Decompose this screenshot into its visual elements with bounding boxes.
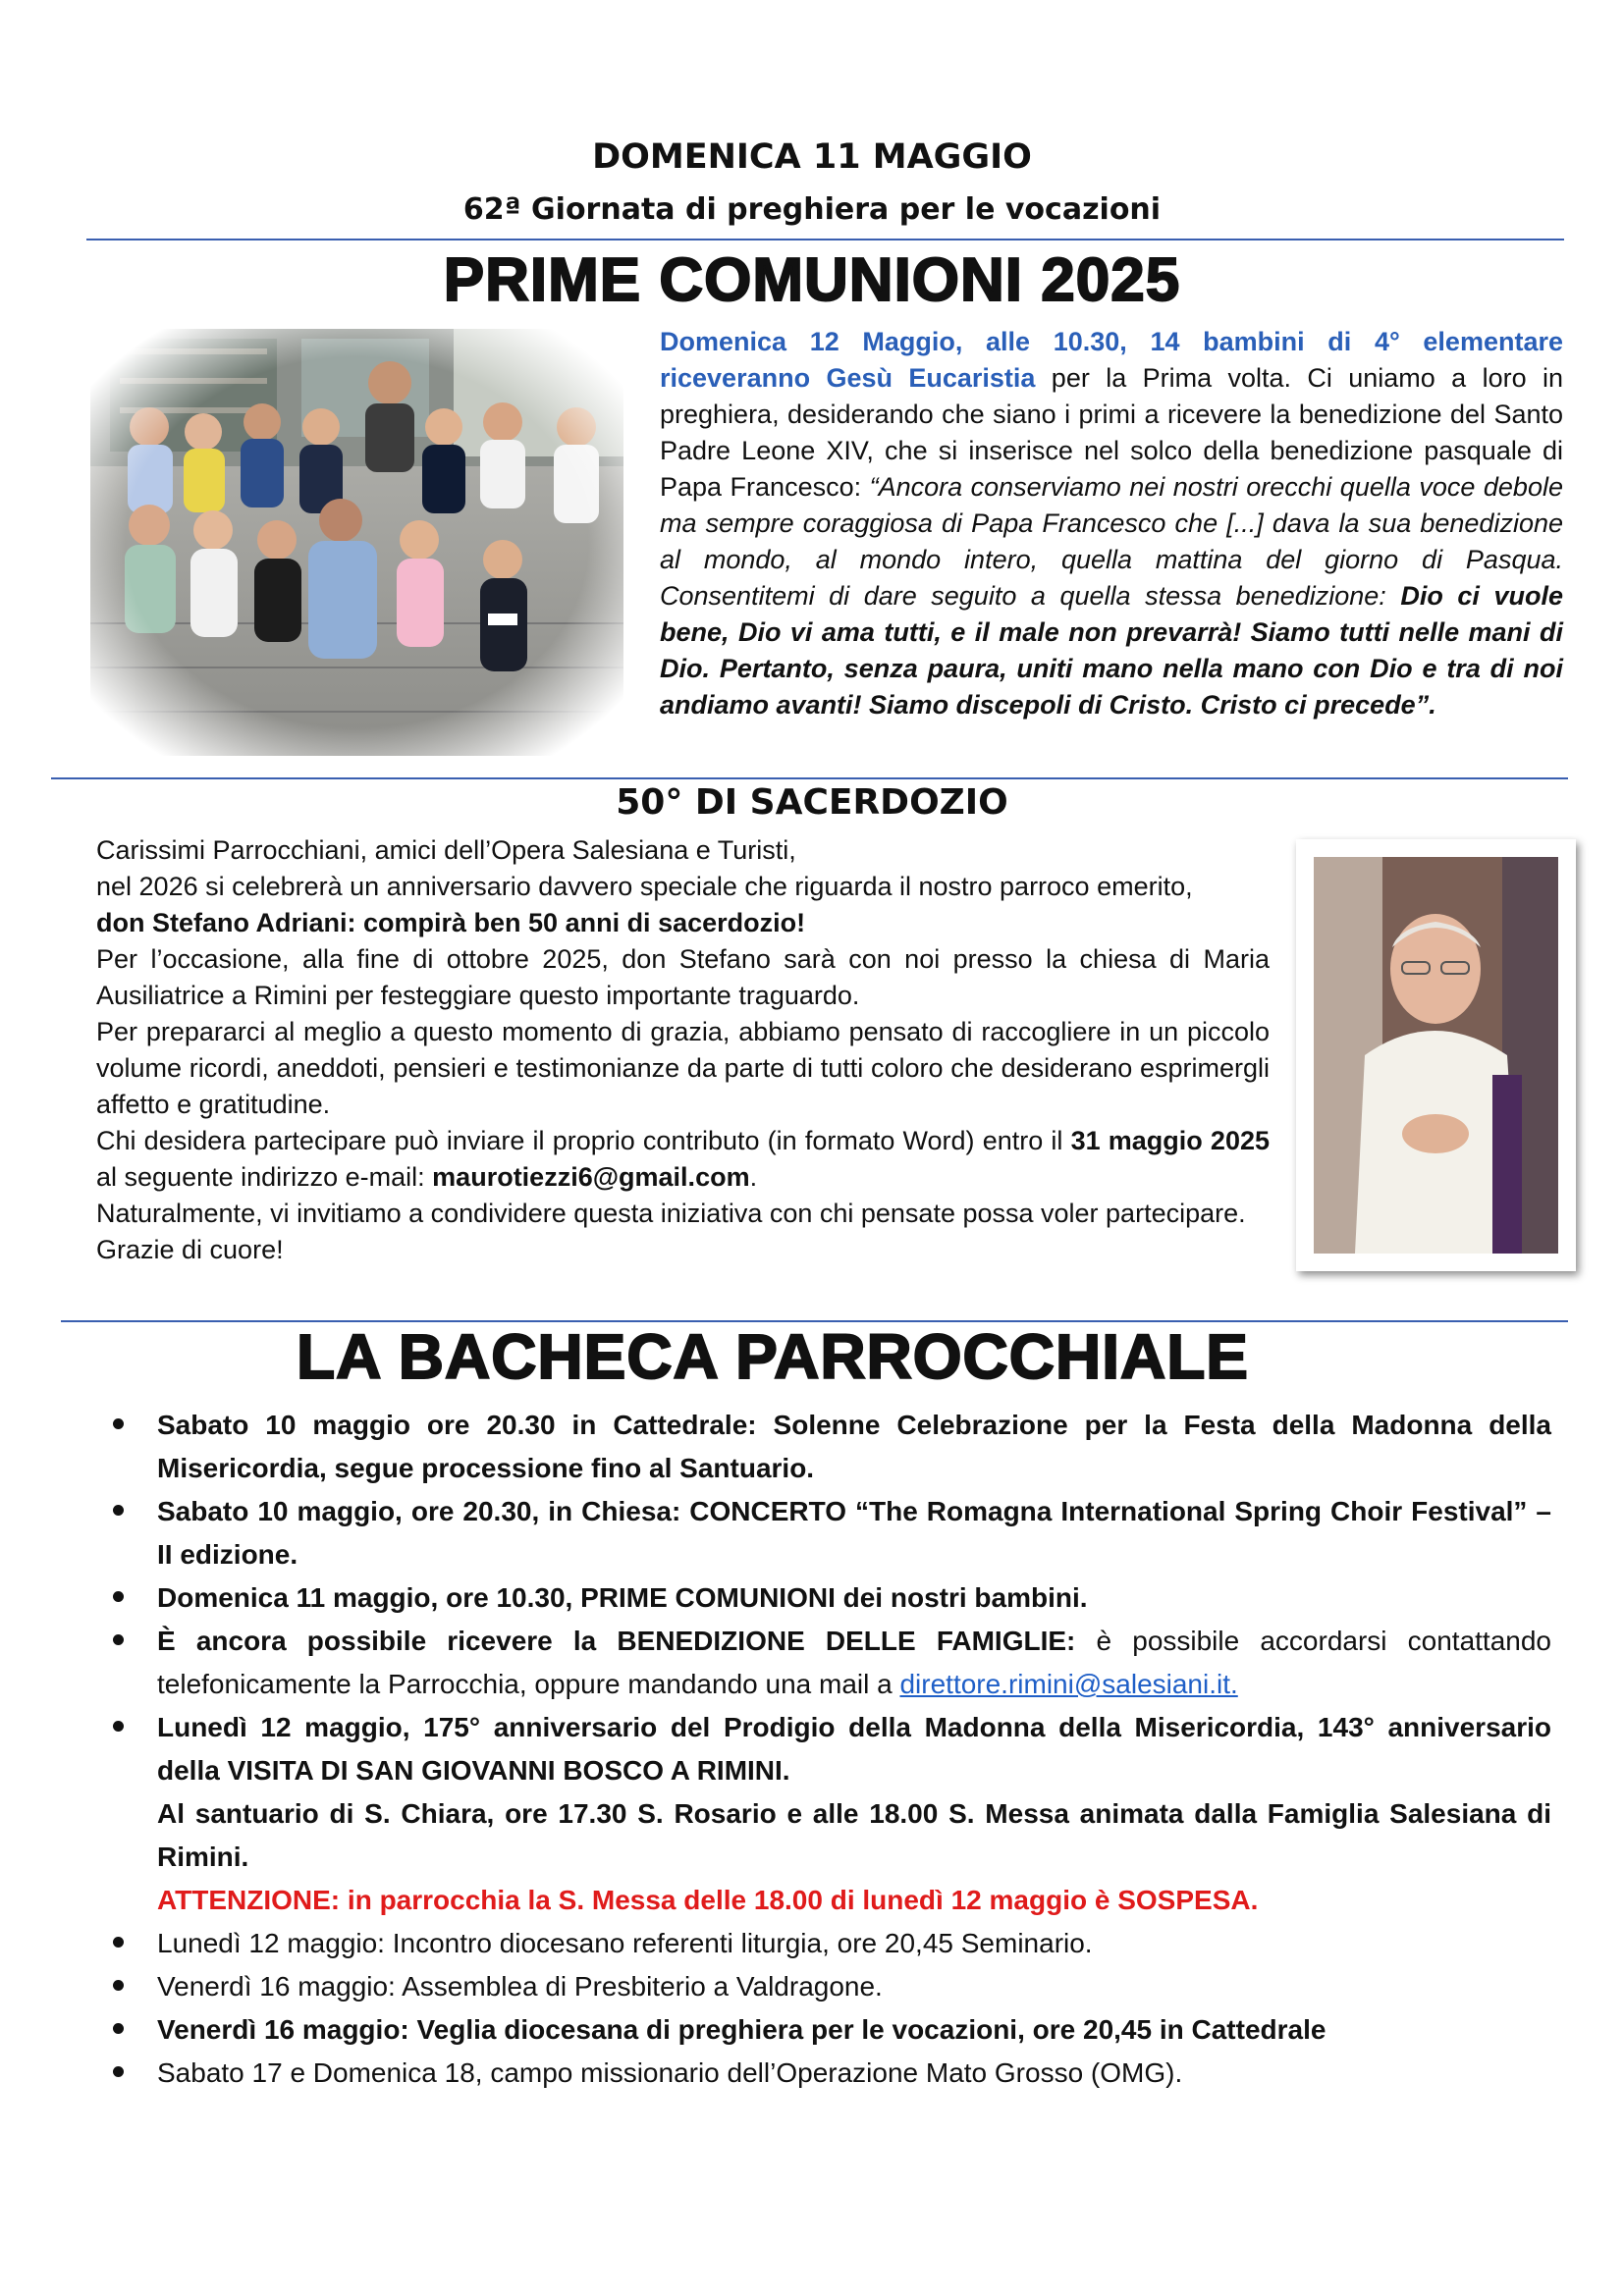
priesthood-text [96, 832, 1270, 1268]
priesthood-paragraph: Naturalmente, vi invitiamo a condividere questa iniziativa con chi pensate possa voler partecipare. [96, 1199, 1246, 1228]
notice-item [157, 1922, 1551, 1965]
contact-email[interactable]: maurotiezzi6@gmail.com [432, 1162, 750, 1192]
notice-text: Sabato 10 maggio, ore 20.30, in Chiesa: CONCERTO “The Romagna International Spring Choir Festival” – II edizione. [157, 1496, 1551, 1570]
notice-item [157, 1576, 1551, 1620]
deadline: 31 maggio 2025 [1070, 1126, 1270, 1155]
email-link[interactable]: direttore.rimini@salesiani.it. [899, 1669, 1238, 1699]
notice-text: Venerdì 16 maggio: Veglia diocesana di preghiera per le vocazioni, ore 20,45 in Cattedrale [157, 2014, 1326, 2045]
text-span: . [749, 1162, 758, 1192]
notice-text: Sabato 10 maggio ore 20.30 in Cattedrale: Solenne Celebrazione per la Festa della Madonna della Misericordia, segue processione fino al Santuario. [157, 1410, 1551, 1483]
notice-text: Lunedì 12 maggio: Incontro diocesano referenti liturgia, ore 20,45 Seminario. [157, 1928, 1093, 1958]
section-title-first-communions: PRIME COMUNIONI 2025 [443, 246, 1181, 314]
bullet-icon [113, 1980, 124, 1991]
priesthood-paragraph: Per l’occasione, alla fine di ottobre 2025, don Stefano sarà con noi presso la chiesa di Maria Ausiliatrice a Rimini per festeggiare questo importante traguardo. [96, 944, 1270, 1010]
section-title-notice-board: LA BACHECA PARROCCHIALE [297, 1321, 1249, 1392]
first-communion-text [660, 324, 1563, 723]
priesthood-paragraph: don Stefano Adriani: compirà ben 50 anni di sacerdozio! [96, 908, 806, 937]
pope-quote-bold: Dio ci vuole bene, Dio vi ama tutti, e il male non prevarrà! Siamo tutti nelle mani di Dio. Pertanto, senza paura, uniti mano nella mano con Dio e tra di noi andiamo avanti! Siamo discepoli di Cristo. Cristo ci precede”. [660, 581, 1563, 720]
notice-text: Lunedì 12 maggio, 175° anniversario del Prodigio della Madonna della Misericordia, 143° anniversario della VISITA DI SAN GIOVANNI BOSCO A RIMINI. [157, 1712, 1551, 1786]
divider [86, 239, 1564, 240]
bullet-icon [113, 1937, 124, 1948]
notice-item [157, 1706, 1551, 1922]
header-date: DOMENICA 11 MAGGIO [592, 137, 1032, 177]
priesthood-paragraph [96, 1123, 1270, 1196]
notice-text: È ancora possibile ricevere la BENEDIZIONE DELLE FAMIGLIE: [157, 1626, 1076, 1656]
first-communion-lead: Domenica 12 Maggio, alle 10.30, 14 bambini di 4° elementare riceveranno Gesù Eucaristia [660, 327, 1563, 393]
priesthood-paragraph: Grazie di cuore! [96, 1235, 284, 1264]
bullet-icon [113, 1634, 124, 1645]
text-span: al seguente indirizzo e-mail: [96, 1162, 433, 1192]
notice-item [157, 2008, 1551, 2052]
bullet-icon [113, 1591, 124, 1602]
notice-board [157, 1404, 1551, 2095]
don-stefano-photo [1296, 839, 1576, 1271]
notice-text: Al santuario di S. Chiara, ore 17.30 S. Rosario e alle 18.00 S. Messa animata dalla Famiglia Salesiana di Rimini. [157, 1798, 1551, 1872]
notice-item [157, 2052, 1551, 2095]
priesthood-paragraph: Per prepararci al meglio a questo momento di grazia, abbiamo pensato di raccogliere in un piccolo volume ricordi, aneddoti, pensieri e testimonianze da parte di tutti coloro che desiderano esprimergli affetto e gratitudine. [96, 1017, 1270, 1119]
section-title-priesthood: 50° DI SACERDOZIO [616, 782, 1008, 823]
notice-warning: ATTENZIONE: in parrocchia la S. Messa delle 18.00 di lunedì 12 maggio è SOSPESA. [157, 1885, 1259, 1915]
notice-text: Sabato 17 e Domenica 18, campo missionario dell’Operazione Mato Grosso (OMG). [157, 2057, 1183, 2088]
notice-text: Domenica 11 maggio, ore 10.30, PRIME COMUNIONI dei nostri bambini. [157, 1582, 1088, 1613]
bullet-icon [113, 1505, 124, 1516]
notice-item [157, 1490, 1551, 1576]
bullet-icon [113, 1721, 124, 1732]
bullet-icon [113, 2023, 124, 2034]
text-span: Chi desidera partecipare può inviare il proprio contributo (in formato Word) entro il [96, 1126, 1071, 1155]
notice-item [157, 1965, 1551, 2008]
first-communion-text-1: per la Prima volta. Ci uniamo a loro in preghiera, desiderando che siano i primi a ricevere la benedizione del Santo Padre Leone XIV, che si inserisce nel solco della benedizione pasquale di Papa Francesco: [660, 363, 1563, 502]
header-subtitle: 62ª Giornata di preghiera per le vocazioni [462, 192, 1162, 227]
notice-list [157, 1404, 1551, 2095]
pope-quote-italic: “Ancora conserviamo nei nostri orecchi quella voce debole ma sempre coraggiosa di Papa Francesco che [...] dava la sua benedizione al mondo, al mondo intero, quella mattina del giorno di Pasqua. Consentitemi di dare seguito a quella stessa benedizione: [660, 472, 1563, 611]
bullet-icon [113, 2066, 124, 2077]
notice-item [157, 1404, 1551, 1490]
notice-item [157, 1620, 1551, 1706]
notice-text: Venerdì 16 maggio: Assemblea di Presbiterio a Valdragone. [157, 1971, 883, 2002]
priesthood-paragraph: nel 2026 si celebrerà un anniversario davvero speciale che riguarda il nostro parroco emerito, [96, 872, 1193, 901]
first-communion-photo [90, 329, 623, 756]
notice-text: è possibile accordarsi contattando telefonicamente la Parrocchia, oppure mandando una mail a [157, 1626, 1551, 1699]
bullet-icon [113, 1418, 124, 1429]
divider [51, 777, 1568, 779]
priesthood-paragraph: Carissimi Parrocchiani, amici dell’Opera Salesiana e Turisti, [96, 835, 796, 865]
